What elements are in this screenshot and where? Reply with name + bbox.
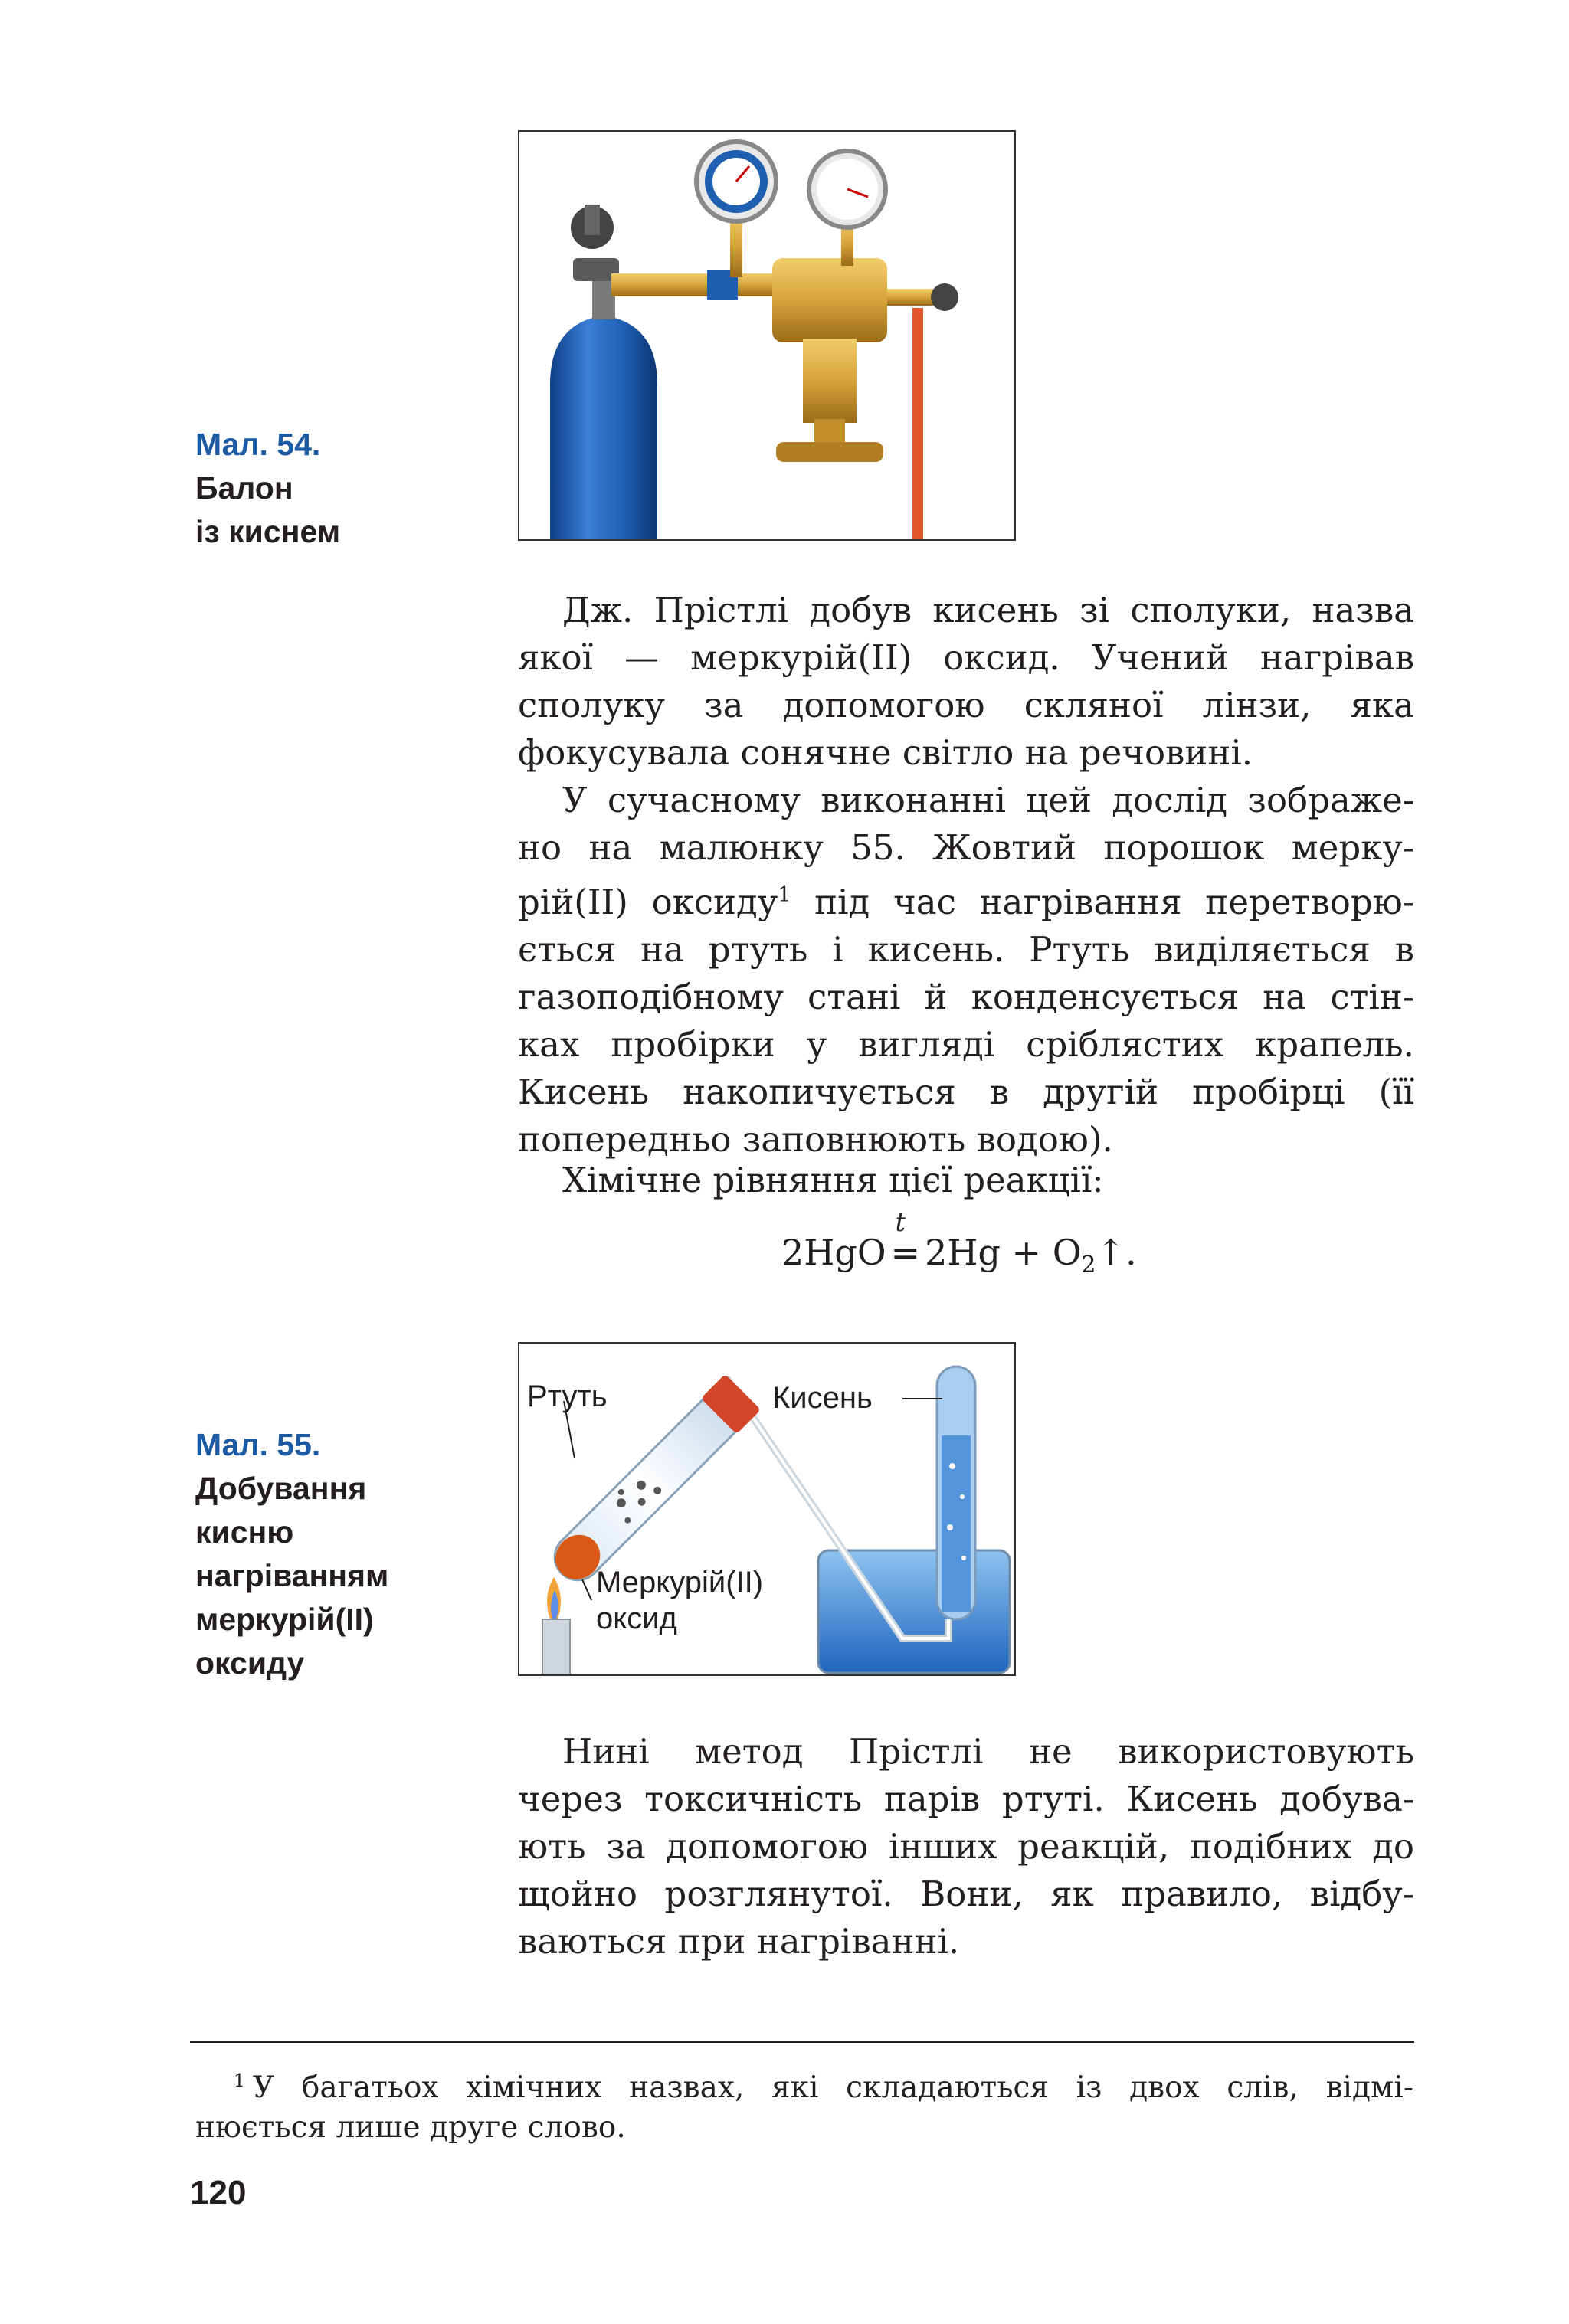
text-line: Дж. Прістлі добув кисень зі сполуки, назва: [562, 590, 1414, 630]
label-mercury: Ртуть: [527, 1380, 608, 1413]
text-line: У сучасному виконанні цей дослід зображе-: [562, 780, 1414, 820]
text-line: ється на ртуть і кисень. Ртуть виділяється в: [518, 929, 1414, 970]
equation-subscript: 2: [1081, 1252, 1096, 1279]
text-line: Нині метод Прістлі не використовують: [562, 1731, 1414, 1772]
regulator-body: [772, 258, 887, 342]
burner: [542, 1619, 570, 1674]
figure-54-caption-line: Балон: [195, 470, 293, 506]
figure-54-caption-line: із киснем: [195, 514, 341, 549]
equation-end: .: [1125, 1232, 1137, 1273]
paragraph-3: [562, 1157, 1405, 1204]
equation-reactant: 2HgO: [781, 1232, 886, 1273]
equals-sign: =: [890, 1232, 921, 1273]
page-number: 120: [190, 2174, 247, 2211]
oxygen-cylinder-illustration: [519, 132, 1014, 539]
text-fragment: під час нагрівання перетворю-: [814, 882, 1415, 922]
text-line: якої — меркурій(II) оксид. Учений нагрівав: [518, 637, 1414, 678]
paragraph-1: [518, 587, 1414, 777]
text-line: газоподібному стані й конденсується на стін-: [518, 977, 1414, 1017]
gas-arrow-icon: ↑: [1096, 1232, 1126, 1273]
footnote-line: [195, 2061, 1413, 2108]
equation-condition: t: [895, 1207, 906, 1238]
text-line: через токсичність парів ртуті. Кисень добува-: [518, 1779, 1414, 1819]
paragraph-4: [518, 1728, 1414, 1966]
regulator-handle: [776, 442, 883, 462]
text-fragment: рій(II) оксиду: [518, 882, 778, 922]
footnote-line: нюється лише друге слово.: [195, 2110, 626, 2145]
footnote-text: У багатьох хімічних назвах, які складаються із двох слів, відмі-: [252, 2070, 1413, 2105]
equation-products: 2Hg + O: [925, 1232, 1082, 1273]
water-vessel: [818, 1550, 1010, 1673]
label-oxygen: Кисень: [772, 1381, 873, 1415]
text-line: [518, 872, 1414, 926]
experiment-illustration: [519, 1344, 1014, 1674]
figure-55-image: [518, 1342, 1016, 1676]
text-line: Кисень накопичується в другій пробірці (її: [518, 1072, 1414, 1112]
text-line: фокусувала сонячне світло на речовині.: [518, 732, 1253, 773]
figure-55-caption-line: оксиду: [195, 1645, 305, 1681]
cylinder-body: [550, 316, 657, 539]
figure-55-caption-line: кисню: [195, 1514, 294, 1550]
footnote: [195, 2061, 1413, 2148]
label-mercury-oxide-line2: оксид: [596, 1602, 677, 1635]
figure-54-caption: [195, 423, 340, 554]
text-line: щойно розглянутої. Вони, як правило, відбу-: [518, 1874, 1414, 1914]
figure-55-caption: [195, 1423, 388, 1685]
footnote-reference: 1: [778, 883, 791, 907]
figure-55-caption-line: меркурій(II): [195, 1602, 374, 1637]
figure-54-image: [518, 130, 1016, 541]
text-line: попередньо заповнюють водою).: [518, 1119, 1113, 1160]
text-line: Хімічне рівняння цієї реакції:: [562, 1160, 1104, 1200]
text-line: ють за допомогою інших реакцій, подібних до: [518, 1826, 1414, 1867]
text-line: ках пробірки у вигляді сріблястих крапель.: [518, 1024, 1414, 1065]
footnote-mark: 1: [234, 2070, 245, 2091]
chemical-equation: [781, 1207, 1241, 1279]
figure-55-caption-line: Добування: [195, 1471, 367, 1506]
figure-54-number: Мал. 54.: [195, 427, 321, 462]
figure-55-number: Мал. 55.: [195, 1427, 321, 1462]
paragraph-2: [518, 777, 1414, 1164]
text-line: сполуку за допомогою скляної лінзи, яка: [518, 685, 1414, 725]
text-line: но на малюнку 55. Жовтий порошок мерку-: [518, 827, 1414, 868]
text-line: ваються при нагріванні.: [518, 1921, 960, 1962]
equation-sign: [890, 1207, 921, 1273]
footnote-divider: [190, 2041, 1414, 2043]
figure-55-caption-line: нагріванням: [195, 1558, 389, 1593]
label-mercury-oxide-line1: Меркурій(II): [596, 1566, 764, 1599]
